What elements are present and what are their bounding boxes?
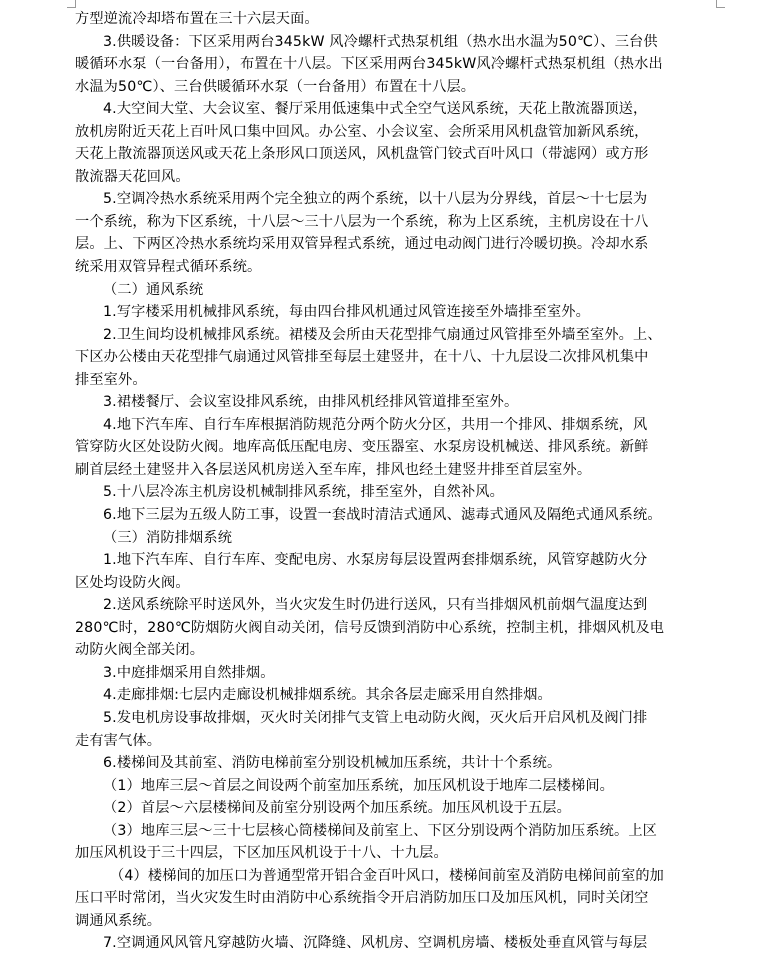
text-line: 排至室外。 bbox=[75, 371, 147, 388]
text-line: 方型逆流冷却塔布置在三十六层天面。 bbox=[75, 11, 319, 27]
text-line: 1.写字楼采用机械排风系统，每由四台排风机通过风管连接至外墙排至室外。 bbox=[103, 304, 590, 321]
text-line: 水温为50℃）、三台供暖循环水泵（一台备用）布置在十八层。 bbox=[75, 78, 476, 95]
text-line: 4.地下汽车库、自行车库根据消防规范分两个防火分区，共用一个排风、排烟系统，风 bbox=[103, 416, 648, 433]
text-line: 天花上散流器顶送风或天花上条形风口顶送风，风机盘管门铰式百叶风口（带滤网）或方形 bbox=[75, 146, 649, 163]
text-line: 5.空调冷热水系统采用两个完全独立的两个系统，以十八层为分界线，首层～十七层为 bbox=[103, 191, 648, 208]
text-line: 散流器天花回风。 bbox=[75, 168, 190, 185]
text-line: （2）首层～六层楼梯间及前室分别设两个加压系统。加压风机设于五层。 bbox=[103, 800, 571, 817]
text-line: 管穿防火区处设防火阀。地库高低压配电房、变压器室、水泵房设机械送、排风系统。新鲜 bbox=[75, 439, 649, 456]
text-line: 1.地下汽车库、自行车库、变配电房、水泵房每层设置两套排烟系统，风管穿越防火分 bbox=[103, 552, 648, 569]
text-line: 放机房附近天花上百叶风口集中回风。办公室、小会议室、会所采用风机盘管加新风系统， bbox=[75, 123, 649, 140]
text-line: 280℃时，280℃防烟防火阀自动关闭，信号反馈到消防中心系统，控制主机，排烟风机及电 bbox=[75, 619, 665, 636]
text-line: 调通风系统。 bbox=[75, 912, 162, 929]
text-line: 走有害气体。 bbox=[75, 732, 162, 749]
text-line: 4.大空间大堂、大会议室、餐厅采用低速集中式全空气送风系统，天花上散流器顶送， bbox=[103, 101, 648, 118]
text-line: （3）地库三层～三十七层核心筒楼梯间及前室上、下区分别设两个消防加压系统。上区 bbox=[103, 822, 658, 839]
text-line: 压口平时常闭，当火灾发生时由消防中心系统指令开启消防加压口及加压风机，同时关闭空 bbox=[75, 890, 649, 907]
text-line: 3.供暖设备：下区采用两台345kW 风冷螺杆式热泵机组（热水出水温为50℃）、三台供 bbox=[103, 33, 658, 50]
text-line: 区处均设防火阀。 bbox=[75, 574, 190, 591]
text-line: 2.送风系统除平时送风外，当火灾发生时仍进行送风，只有当排烟风机前烟气温度达到 bbox=[103, 597, 648, 614]
text-line: 刷首层经土建竖井入各层送风机房送入至车库，排风也经土建竖井排至首层室外。 bbox=[75, 461, 592, 478]
text-line: 5.发电机房设事故排烟，灭火时关闭排气支管上电动防火阀，灭火后开启风机及阀门排 bbox=[103, 709, 648, 726]
text-line: 动防火阀全部关闭。 bbox=[75, 642, 205, 659]
text-line: （1）地库三层～首层之间设两个前室加压系统，加压风机设于地库二层楼梯间。 bbox=[103, 777, 614, 794]
text-line: 暖循环水泵（一台备用），布置在十八层。下区采用两台345kW风冷螺杆式热泵机组（热水出 bbox=[75, 56, 663, 73]
text-line: 4.走廊排烟:七层内走廊设机械排烟系统。其余各层走廊采用自然排烟。 bbox=[103, 687, 552, 704]
text-line: （三）消防排烟系统 bbox=[103, 529, 233, 546]
text-line: 一个系统，称为下区系统，十八层～三十八层为一个系统，称为上区系统，主机房设在十八 bbox=[75, 213, 649, 230]
text-line: 3.中庭排烟采用自然排烟。 bbox=[103, 664, 275, 681]
document-body bbox=[75, 8, 735, 955]
text-line: 6.楼梯间及其前室、消防电梯前室分别设机械加压系统，共计十个系统。 bbox=[103, 755, 562, 772]
text-line: 3.裙楼餐厅、会议室设排风系统，由排风机经排风管道排至室外。 bbox=[103, 394, 519, 411]
text-line: 5.十八层冷冻主机房设机械制排风系统，排至室外，自然补风。 bbox=[103, 484, 504, 501]
text-line: （二）通风系统 bbox=[103, 281, 204, 298]
text-line: 下区办公楼由天花型排气扇通过风管排至每层土建竖井，在十八、十九层设二次排风机集中 bbox=[75, 349, 649, 366]
text-line: 统采用双管异程式循环系统。 bbox=[75, 259, 262, 276]
text-line: 6.地下三层为五级人防工事，设置一套战时清洁式通风、滤毒式通风及隔绝式通风系统。 bbox=[103, 507, 662, 524]
text-line: 加压风机设于三十四层，下区加压风机设于十八、十九层。 bbox=[75, 845, 448, 862]
text-line: 2.卫生间均设机械排风系统。裙楼及会所由天花型排气扇通过风管排至外墙至室外。上、 bbox=[103, 326, 662, 343]
text-line: 层。上、下两区冷热水系统均采用双管异程式系统，通过电动阀门进行冷暖切换。冷却水系 bbox=[75, 236, 649, 253]
text-line: 7.空调通风风管凡穿越防火墙、沉降缝、风机房、空调机房墙、楼板处垂直风管与每层 bbox=[103, 935, 648, 952]
text-line: （4）楼梯间的加压口为普通型常开铝合金百叶风口，楼梯间前室及消防电梯间前室的加 bbox=[110, 867, 665, 884]
